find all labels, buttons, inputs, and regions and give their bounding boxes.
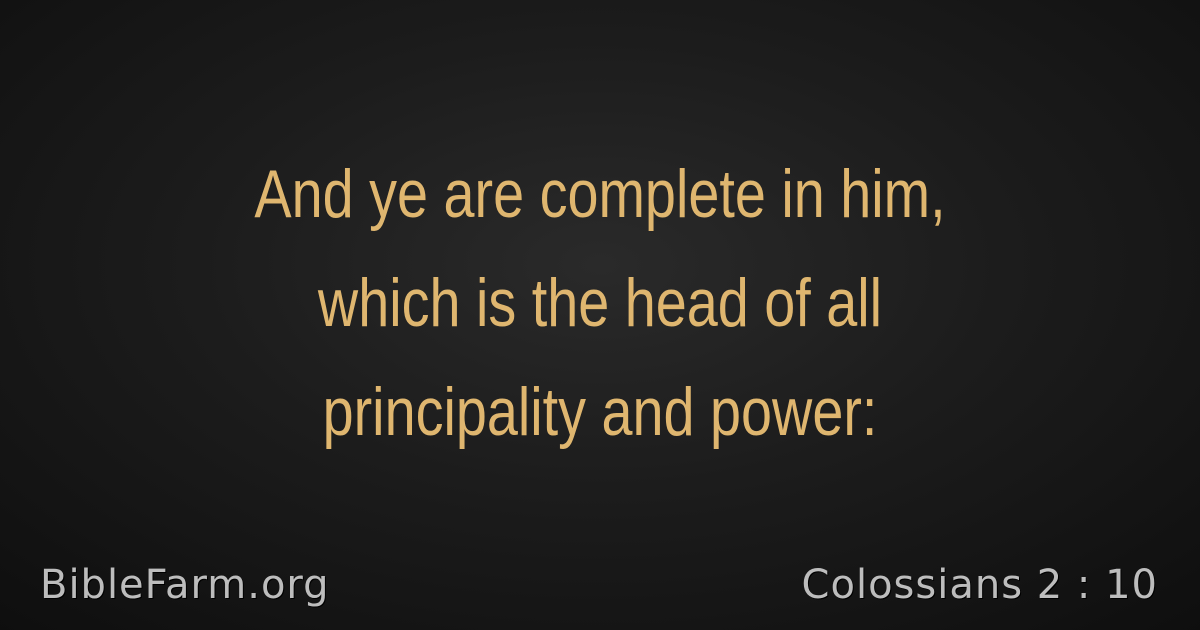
verse-reference: Colossians 2 : 10 — [801, 562, 1158, 608]
verse-line-2: which is the head of all — [317, 265, 883, 341]
verse-line-1: And ye are complete in him, — [254, 156, 946, 232]
site-name: BibleFarm.org — [40, 562, 330, 608]
verse-line-3: principality and power: — [322, 374, 878, 450]
verse-text — [174, 140, 1027, 467]
